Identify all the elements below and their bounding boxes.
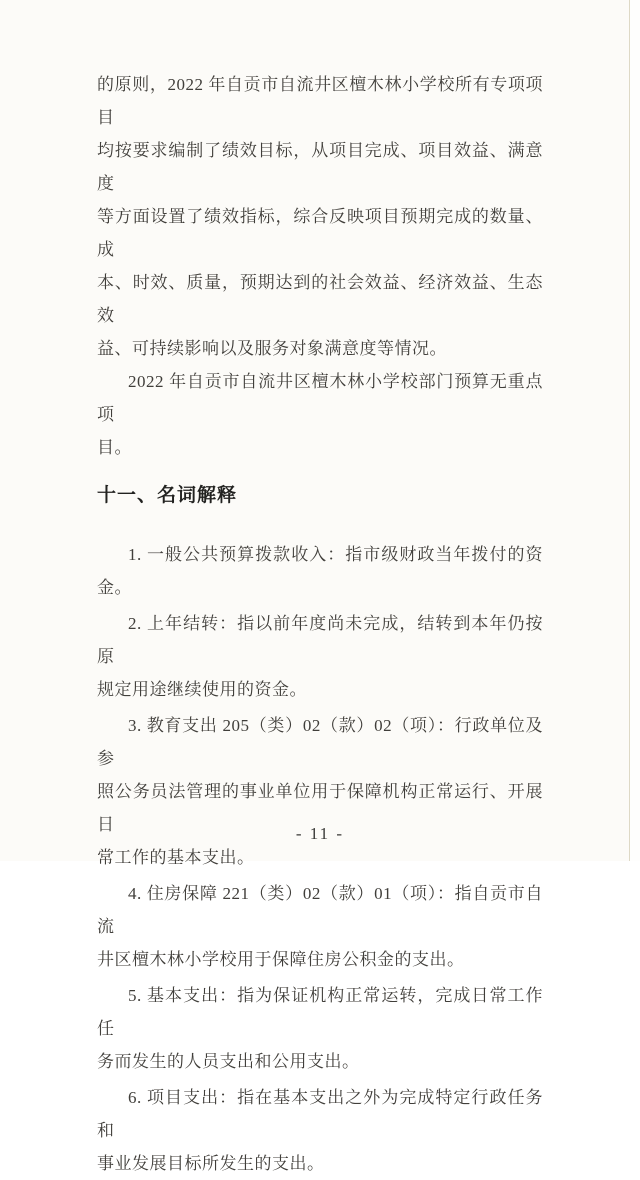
text-line: 井区檀木林小学校用于保障住房公积金的支出。 bbox=[97, 950, 465, 969]
text-line: 等方面设置了绩效指标，综合反映项目预期完成的数量、成 bbox=[97, 207, 543, 259]
text-line: 益、可持续影响以及服务对象满意度等情况。 bbox=[97, 339, 447, 358]
text-line: 目。 bbox=[97, 438, 132, 457]
text-line: 2. 上年结转：指以前年度尚未完成，结转到本年仍按原 bbox=[97, 614, 543, 666]
document-body bbox=[97, 68, 543, 1180]
text-line: 1. 一般公共预算拨款收入：指市级财政当年拨付的资 bbox=[128, 545, 543, 564]
term-definition-project-expenditure bbox=[97, 1081, 543, 1180]
text-line: 4. 住房保障 221（类）02（款）01（项）：指自贡市自流 bbox=[97, 884, 543, 936]
term-definition-basic-expenditure bbox=[97, 979, 543, 1078]
paragraph-no-key-projects bbox=[97, 365, 543, 464]
section-heading-glossary: 十一、名词解释 bbox=[97, 485, 238, 506]
text-line: 务而发生的人员支出和公用支出。 bbox=[97, 1052, 360, 1071]
text-line: 的原则，2022 年自贡市自流井区檀木林小学校所有专项项目 bbox=[97, 75, 543, 127]
term-definition-general-budget-income bbox=[97, 538, 543, 604]
term-definition-housing-security bbox=[97, 877, 543, 976]
text-line: 2022 年自贡市自流井区檀木林小学校部门预算无重点项 bbox=[97, 372, 543, 424]
text-line: 金。 bbox=[97, 578, 132, 597]
page-number: - 11 - bbox=[295, 824, 345, 843]
paragraph-performance-targets bbox=[97, 68, 543, 365]
scan-edge-line bbox=[629, 0, 630, 861]
text-line: 照公务员法管理的事业单位用于保障机构正常运行、开展日 bbox=[97, 782, 543, 834]
text-line: 6. 项目支出：指在基本支出之外为完成特定行政任务和 bbox=[97, 1088, 543, 1140]
term-definition-education-expenditure bbox=[97, 709, 543, 874]
text-line: 3. 教育支出 205（类）02（款）02（项）：行政单位及参 bbox=[97, 716, 543, 768]
text-line: 规定用途继续使用的资金。 bbox=[97, 680, 307, 699]
text-line: 均按要求编制了绩效目标，从项目完成、项目效益、满意度 bbox=[97, 141, 543, 193]
scan-edge-strip bbox=[630, 0, 640, 861]
text-line: 事业发展目标所发生的支出。 bbox=[97, 1154, 325, 1173]
term-definition-carryover bbox=[97, 607, 543, 706]
text-line: 常工作的基本支出。 bbox=[97, 848, 255, 867]
text-line: 本、时效、质量，预期达到的社会效益、经济效益、生态效 bbox=[97, 273, 543, 325]
text-line: 5. 基本支出：指为保证机构正常运转，完成日常工作任 bbox=[97, 986, 543, 1038]
